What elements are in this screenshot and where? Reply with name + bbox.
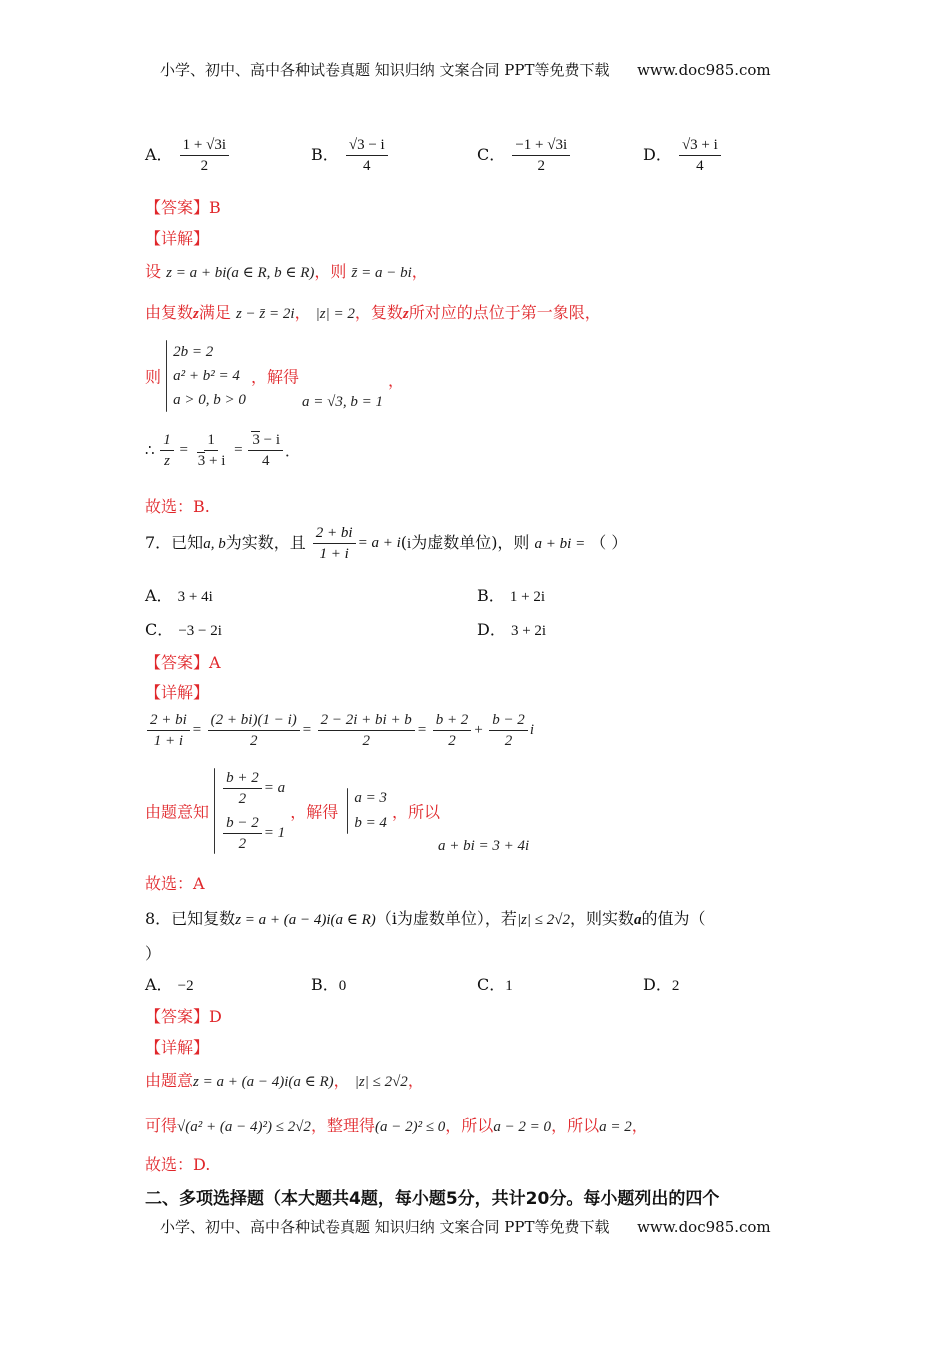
q8-answer-value: D <box>209 1007 222 1026</box>
header-text: 小学、初中、高中各种试卷真题 知识归纳 文案合同 PPT等免费下载 <box>160 61 610 79</box>
q6-detail-label: 【详解】 <box>145 229 210 248</box>
q8-stem-close: ） <box>145 944 162 963</box>
q8-answer: 【答案】D <box>145 1007 222 1026</box>
q8-option-c: C．1 <box>477 975 513 994</box>
q7-option-b: B． 1 + 2i <box>477 586 545 605</box>
q6-option-d: D． $\frac{√3 + i}{4}$ <box>643 137 723 174</box>
q7-calc: $\frac{2 + bi}{1 + i}$ = $\frac{(2 + bi)(1 - i)}{2}$ = $\frac{2 - 2i + bi + b}{2}$ = $\frac{b + 2}{2}$ + $\frac{b - 2}{2}$ i <box>145 712 534 749</box>
q6-a-den: 2 <box>200 158 209 174</box>
q6-option-a: A． $\frac{1 + √3i}{2}$ <box>145 137 231 174</box>
q6-b-num: √3 − i <box>346 137 388 156</box>
q6-answer-value: B <box>209 198 221 217</box>
page-footer <box>160 1216 771 1237</box>
q6-conclusion: 故选：B. <box>145 497 210 516</box>
section2-title: 二、多项选择题（本大题共4题，每小题5分，共计20分。每小题列出的四个 <box>145 1189 720 1209</box>
q7-option-d: D． 3 + 2i <box>477 620 547 639</box>
q6-c-num: −1 + √3i <box>512 137 570 156</box>
q6-c-den: 2 <box>537 158 545 174</box>
footer-text: 小学、初中、高中各种试卷真题 知识归纳 文案合同 PPT等免费下载 <box>160 1218 610 1236</box>
q6-answer: 【答案】B <box>145 198 221 217</box>
header-url: www.doc985.com <box>637 61 771 79</box>
q6-system-solution: a = √3, b = 1 <box>302 394 383 410</box>
q8-detail-line2: 可得√(a² + (a − 4)²) ≤ 2√2，整理得(a − 2)² ≤ 0，所以a − 2 = 0，所以a = 2， <box>145 1116 648 1135</box>
q8-option-d: D．2 <box>643 975 680 994</box>
q7-answer: 【答案】A <box>145 653 221 672</box>
q7-option-a: A． 3 + 4i <box>145 586 213 605</box>
q8-detail-label: 【详解】 <box>145 1038 210 1057</box>
q6-option-c: C． $\frac{-1 + √3i}{2}$ <box>477 137 572 174</box>
q7-detail-label: 【详解】 <box>145 683 210 702</box>
q6-option-b: B． $\frac{√3 - i}{4}$ <box>311 137 390 174</box>
q6-result: ∴ $\frac{1}{z}$ = $\frac{1}{3 + i}$ = $\frac{3 - i}{4}$ ． <box>145 432 301 469</box>
page-header <box>160 59 771 80</box>
q6-system-end: ， <box>388 371 405 390</box>
q7-conclusion: 故选：A <box>145 874 205 893</box>
q8-stem: 8．已知复数z = a + (a − 4)i(a ∈ R)（i为虚数单位），若|z| ≤ 2√2，则实数a的值为（ <box>145 909 706 928</box>
q6-d-num: √3 + i <box>679 137 721 156</box>
q6-d-den: 4 <box>696 158 704 174</box>
q6-system: 则 2b = 2 a² + b² = 4 a > 0, b > 0 ，解得 <box>145 340 299 412</box>
q6-a-num: 1 + √3i <box>180 137 229 156</box>
q7-final: a + bi = 3 + 4i <box>438 838 530 854</box>
q7-answer-value: A <box>209 653 221 672</box>
q8-option-b: B．0 <box>311 975 347 994</box>
q7-option-c: C． −3 − 2i <box>145 620 222 639</box>
q8-option-a: A． −2 <box>145 975 194 994</box>
q6-b-den: 4 <box>363 158 371 174</box>
q6-system-rows: 2b = 2 a² + b² = 4 a > 0, b > 0 <box>173 343 246 408</box>
q8-detail-line1: 由题意z = a + (a − 4)i(a ∈ R)， |z| ≤ 2√2， <box>145 1071 424 1090</box>
q7-system: 由题意知 $\frac{b + 2}{2}$ = a $\frac{b - 2}{2}$ = 1 ，解得 a = 3 b = 4 ，所以 <box>145 770 441 852</box>
footer-url: www.doc985.com <box>637 1218 771 1236</box>
q6-detail-line1: 设 z = a + bi(a ∈ R, b ∈ R)，则 z̄ = a − bi， <box>145 262 428 281</box>
q7-stem: 7．已知a, b为实数，且 $\frac{2 + bi}{1 + i}$ = a + i(i为虚数单位)，则 a + bi = （ ） <box>145 525 628 562</box>
q6-detail-line2: 由复数z满足 z − z̄ = 2i， |z| = 2，复数z所对应的点位于第一象限， <box>145 303 601 322</box>
q8-conclusion: 故选：D. <box>145 1155 211 1174</box>
